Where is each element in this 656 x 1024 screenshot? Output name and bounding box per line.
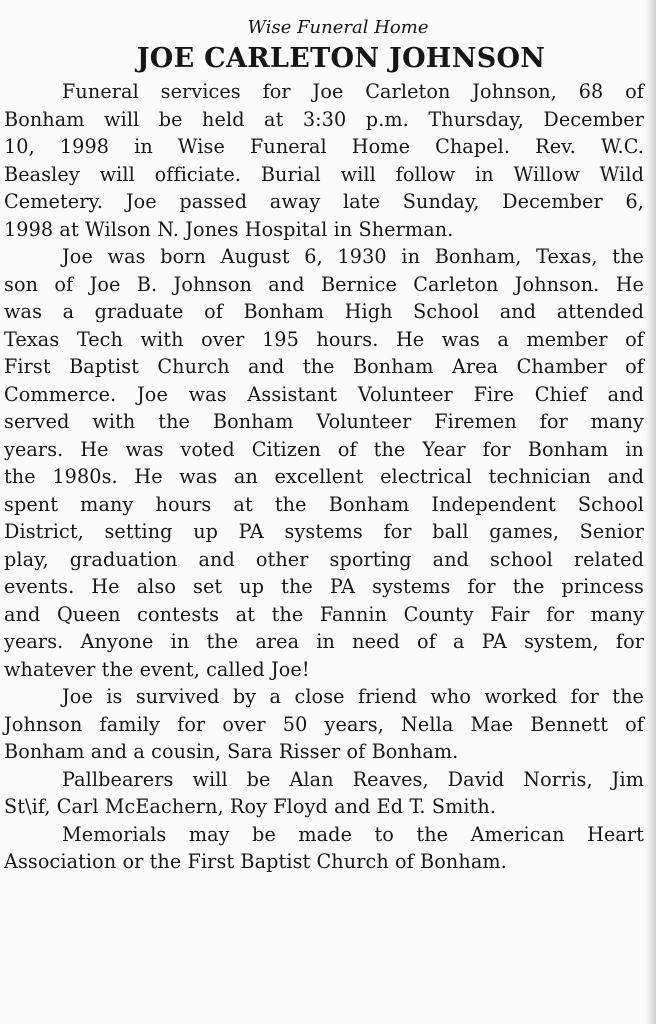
- obituary-paragraph-biography: [4, 243, 644, 683]
- text-line: years. Anyone in the area in need of a PA system, for: [4, 630, 644, 653]
- obituary-paragraph-memorials: [4, 821, 644, 876]
- text-line: play, graduation and other sporting and school related: [4, 547, 644, 571]
- text-line: District, setting up PA systems for ball games, Senior: [4, 520, 644, 543]
- text-line: spent many hours at the Bonham Independent School: [4, 492, 644, 516]
- text-line: son of Joe B. Johnson and Bernice Carleton Johnson. He: [4, 272, 644, 296]
- obituary-paragraph-services: [4, 78, 644, 243]
- text-line: served with the Bonham Volunteer Firemen for many: [4, 410, 644, 433]
- paper-edge-shadow: [646, 0, 656, 1024]
- text-line: 1998 at Wilson N. Jones Hospital in Sherman.: [4, 217, 454, 241]
- text-line: Joe is survived by a close friend who worked for the: [62, 685, 644, 708]
- deceased-name-heading: JOE CARLETON JOHNSON: [136, 43, 546, 74]
- text-line: St\if, Carl McEachern, Roy Floyd and Ed T. Smith.: [4, 795, 497, 818]
- text-line: Memorials may be made to the American Heart: [62, 822, 644, 846]
- text-line: Johnson family for over 50 years, Nella Mae Bennett of: [4, 712, 644, 736]
- funeral-home-heading: Wise Funeral Home: [247, 17, 429, 38]
- obituary-paragraph-pallbearers: [4, 766, 644, 821]
- text-line: whatever the event, called Joe!: [4, 657, 310, 681]
- text-line: Joe was born August 6, 1930 in Bonham, Texas, the: [62, 245, 644, 268]
- text-line: Bonham and a cousin, Sara Risser of Bonham.: [4, 740, 459, 763]
- text-line: Commerce. Joe was Assistant Volunteer Fire Chief and: [4, 382, 644, 406]
- text-line: Beasley will officiate. Burial will follow in Willow Wild: [4, 162, 644, 186]
- text-line: years. He was voted Citizen of the Year for Bonham in: [4, 437, 644, 461]
- text-line: Funeral services for Joe Carleton Johnson, 68 of: [62, 80, 644, 103]
- text-line: Texas Tech with over 195 hours. He was a member of: [4, 327, 644, 351]
- obituary-paragraph-survivors: [4, 683, 644, 766]
- text-line: the 1980s. He was an excellent electrical technician and: [4, 465, 644, 488]
- text-line: Cemetery. Joe passed away late Sunday, December 6,: [4, 190, 644, 213]
- text-line: Bonham will be held at 3:30 p.m. Thursday, December: [4, 107, 644, 131]
- text-line: First Baptist Church and the Bonham Area Chamber of: [4, 355, 644, 378]
- text-line: was a graduate of Bonham High School and attended: [4, 300, 644, 323]
- text-line: events. He also set up the PA systems for the princess: [4, 575, 644, 598]
- text-line: Pallbearers will be Alan Reaves, David Norris, Jim: [62, 767, 644, 791]
- text-line: 10, 1998 in Wise Funeral Home Chapel. Rev. W.C.: [4, 135, 644, 158]
- text-line: and Queen contests at the Fannin County Fair for many: [4, 602, 644, 626]
- text-line: Association or the First Baptist Church of Bonham.: [4, 850, 507, 873]
